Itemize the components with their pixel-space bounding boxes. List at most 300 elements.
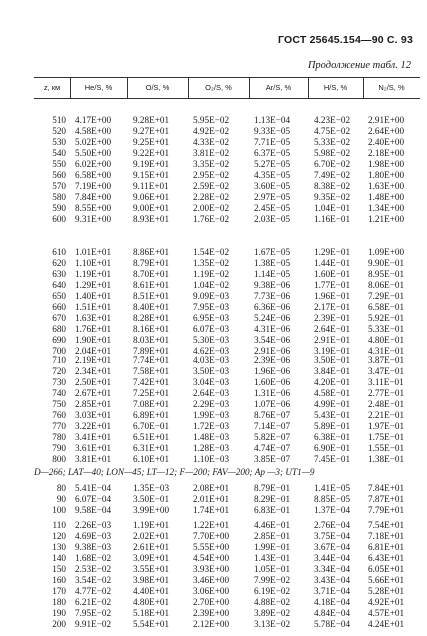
n2-cell: 9.90E−01 <box>368 258 405 268</box>
altitude-cell: 90 <box>56 494 66 504</box>
table-row <box>0 443 427 454</box>
table-row <box>0 148 427 159</box>
he-cell: 1.68E−02 <box>75 553 112 563</box>
he-cell: 1.51E+01 <box>75 302 112 312</box>
he-cell: 3.41E+01 <box>75 432 112 442</box>
he-cell: 4.77E−02 <box>75 586 112 596</box>
o2-cell: 7.95E−03 <box>193 302 230 312</box>
altitude-cell: 790 <box>52 443 66 453</box>
h-cell: 2.91E−01 <box>314 335 351 345</box>
h-cell: 2.64E−01 <box>314 324 351 334</box>
o2-cell: 6.07E−03 <box>193 324 230 334</box>
n2-cell: 2.91E+00 <box>368 115 405 125</box>
o2-cell: 2.39E+00 <box>193 608 230 618</box>
he-cell: 6.58E+00 <box>75 170 112 180</box>
he-cell: 1.29E+01 <box>75 280 112 290</box>
h-cell: 1.16E−01 <box>314 214 351 224</box>
n2-cell: 4.24E+01 <box>368 619 405 629</box>
he-cell: 1.63E+01 <box>75 313 112 323</box>
he-cell: 2.67E+01 <box>75 388 112 398</box>
h-cell: 4.58E−01 <box>314 388 351 398</box>
n2-cell: 3.47E−01 <box>368 366 405 376</box>
n2-cell: 7.29E−01 <box>368 291 405 301</box>
altitude-cell: 630 <box>52 269 66 279</box>
ar-cell: 1.38E−05 <box>254 258 291 268</box>
he-cell: 2.50E+01 <box>75 377 112 387</box>
ar-cell: 9.33E−05 <box>254 126 291 136</box>
o2-cell: 3.81E−02 <box>193 148 230 158</box>
o-cell: 8.40E+01 <box>133 302 170 312</box>
table-row <box>0 377 427 388</box>
o-cell: 9.00E+01 <box>133 203 170 213</box>
altitude-cell: 150 <box>52 564 66 574</box>
o2-cell: 5.30E−03 <box>193 335 230 345</box>
o2-cell: 4.92E−02 <box>193 126 230 136</box>
table-row <box>0 399 427 410</box>
o2-cell: 2.28E−02 <box>193 192 230 202</box>
ar-cell: 9.38E−06 <box>254 280 291 290</box>
o2-cell: 2.12E+00 <box>193 619 230 629</box>
n2-cell: 4.57E+01 <box>368 608 405 618</box>
ar-cell: 4.35E−05 <box>254 170 291 180</box>
ar-cell: 7.99E−02 <box>254 575 291 585</box>
o-cell: 7.08E+01 <box>133 399 170 409</box>
table-row <box>0 313 427 324</box>
ar-cell: 2.91E−06 <box>254 346 291 356</box>
he-cell: 1.76E+01 <box>75 324 112 334</box>
he-cell: 3.81E+01 <box>75 454 112 464</box>
h-cell: 3.34E−04 <box>314 564 351 574</box>
table-row <box>0 137 427 148</box>
h-cell: 7.49E−02 <box>314 170 351 180</box>
ar-cell: 3.13E−02 <box>254 619 291 629</box>
ar-cell: 3.85E−07 <box>254 454 291 464</box>
n2-cell: 6.58E−01 <box>368 302 405 312</box>
o2-cell: 1.48E−03 <box>193 432 230 442</box>
o-cell: 9.11E+01 <box>133 181 169 191</box>
n2-cell: 2.40E+00 <box>368 137 405 147</box>
h-cell: 5.43E−01 <box>314 410 351 420</box>
ar-cell: 3.60E−05 <box>254 181 291 191</box>
h-cell: 4.23E−02 <box>314 115 351 125</box>
table-row <box>0 531 427 542</box>
h-cell: 3.67E−04 <box>314 542 351 552</box>
altitude-cell: 110 <box>52 520 66 530</box>
ar-cell: 7.73E−06 <box>254 291 291 301</box>
ar-cell: 5.82E−07 <box>254 432 291 442</box>
table-row <box>0 608 427 619</box>
he-cell: 6.21E−02 <box>75 597 112 607</box>
n2-cell: 4.92E+01 <box>368 597 405 607</box>
h-cell: 8.38E−02 <box>314 181 351 191</box>
o-cell: 4.80E+01 <box>133 597 170 607</box>
altitude-cell: 800 <box>52 454 66 464</box>
n2-cell: 1.34E+00 <box>368 203 405 213</box>
table-row <box>0 126 427 137</box>
o-cell: 2.61E+01 <box>133 542 170 552</box>
ar-cell: 2.03E−05 <box>254 214 291 224</box>
altitude-cell: 130 <box>52 542 66 552</box>
o2-cell: 1.35E−02 <box>193 258 230 268</box>
altitude-cell: 560 <box>52 170 66 180</box>
he-cell: 9.38E−03 <box>75 542 112 552</box>
table-row <box>0 181 427 192</box>
h-cell: 6.90E−01 <box>314 443 351 453</box>
o-cell: 6.89E+01 <box>133 410 170 420</box>
n2-cell: 2.18E+00 <box>368 148 405 158</box>
o-cell: 5.18E+01 <box>133 608 170 618</box>
table-row <box>0 520 427 531</box>
altitude-cell: 100 <box>52 505 66 515</box>
n2-cell: 1.09E+00 <box>368 247 405 257</box>
h-cell: 4.84E−04 <box>314 608 351 618</box>
table-row <box>0 269 427 280</box>
table-row <box>0 247 427 258</box>
he-cell: 7.95E−02 <box>75 608 112 618</box>
altitude-cell: 510 <box>52 115 66 125</box>
altitude-cell: 710 <box>52 355 66 365</box>
ar-cell: 8.79E−01 <box>254 483 291 493</box>
ar-cell: 1.05E−01 <box>254 564 291 574</box>
he-cell: 1.19E+01 <box>75 269 112 279</box>
h-cell: 7.45E−01 <box>314 454 351 464</box>
n2-cell: 7.84E+01 <box>368 483 405 493</box>
column-header-h: H/S, % <box>323 83 348 92</box>
altitude-cell: 170 <box>52 586 66 596</box>
table-row <box>0 170 427 181</box>
altitude-cell: 80 <box>56 483 66 493</box>
o2-cell: 1.22E+01 <box>193 520 230 530</box>
o-cell: 9.15E+01 <box>133 170 170 180</box>
o2-cell: 3.06E+00 <box>193 586 230 596</box>
altitude-cell: 770 <box>52 421 66 431</box>
table-continuation-caption: Продолжение табл. 12 <box>307 60 411 71</box>
ar-cell: 3.54E−06 <box>254 335 291 345</box>
n2-cell: 1.63E+00 <box>368 181 405 191</box>
n2-cell: 3.87E−01 <box>368 355 405 365</box>
h-cell: 8.85E−05 <box>314 494 351 504</box>
table-row <box>0 454 427 465</box>
o-cell: 3.99E+00 <box>133 505 170 515</box>
altitude-cell: 610 <box>52 247 66 257</box>
altitude-cell: 780 <box>52 432 66 442</box>
column-header-z: z, км <box>43 83 61 92</box>
o-cell: 1.35E−03 <box>133 483 170 493</box>
o2-cell: 2.29E−03 <box>193 399 230 409</box>
o-cell: 9.19E+01 <box>133 159 170 169</box>
ar-cell: 1.14E−05 <box>254 269 291 279</box>
table-row <box>0 619 427 630</box>
he-cell: 5.02E+00 <box>75 137 112 147</box>
h-cell: 1.44E−01 <box>314 258 351 268</box>
n2-cell: 7.18E+01 <box>368 531 405 541</box>
o2-cell: 6.95E−03 <box>193 313 230 323</box>
h-cell: 4.18E−04 <box>314 597 351 607</box>
o-cell: 8.28E+01 <box>133 313 170 323</box>
table-row <box>0 192 427 203</box>
table-row <box>0 388 427 399</box>
he-cell: 6.02E+00 <box>75 159 112 169</box>
ar-cell: 6.37E−05 <box>254 148 291 158</box>
h-cell: 3.43E−04 <box>314 575 351 585</box>
n2-cell: 1.97E−01 <box>368 421 405 431</box>
he-cell: 8.55E+00 <box>75 203 112 213</box>
h-cell: 5.78E−04 <box>314 619 351 629</box>
he-cell: 4.17E+00 <box>75 115 112 125</box>
o-cell: 6.10E+01 <box>133 454 170 464</box>
table-row <box>0 542 427 553</box>
o-cell: 7.74E+01 <box>133 355 170 365</box>
ar-cell: 2.85E−01 <box>254 531 291 541</box>
o2-cell: 1.99E−03 <box>193 410 230 420</box>
he-cell: 2.26E−03 <box>75 520 112 530</box>
he-cell: 7.84E+00 <box>75 192 112 202</box>
o2-cell: 2.64E−03 <box>193 388 230 398</box>
he-cell: 9.31E+00 <box>75 214 112 224</box>
he-cell: 3.61E+01 <box>75 443 112 453</box>
o-cell: 7.42E+01 <box>133 377 170 387</box>
o-cell: 2.02E+01 <box>133 531 170 541</box>
altitude-cell: 670 <box>52 313 66 323</box>
n2-cell: 1.75E−01 <box>368 432 405 442</box>
table-row <box>0 258 427 269</box>
ar-cell: 4.74E−07 <box>254 443 291 453</box>
o2-cell: 1.04E−02 <box>193 280 230 290</box>
o2-cell: 1.76E−02 <box>193 214 230 224</box>
h-cell: 2.76E−04 <box>314 520 351 530</box>
altitude-cell: 550 <box>52 159 66 169</box>
he-cell: 2.85E+01 <box>75 399 112 409</box>
he-cell: 5.41E−04 <box>75 483 112 493</box>
altitude-cell: 750 <box>52 399 66 409</box>
o2-cell: 7.70E+00 <box>193 531 230 541</box>
n2-cell: 6.81E+01 <box>368 542 405 552</box>
o-cell: 7.89E+01 <box>133 346 170 356</box>
o2-cell: 3.46E+00 <box>193 575 230 585</box>
n2-cell: 3.11E−01 <box>368 377 404 387</box>
n2-cell: 6.43E+01 <box>368 553 405 563</box>
o-cell: 9.06E+01 <box>133 192 170 202</box>
o2-cell: 4.62E−03 <box>193 346 230 356</box>
o2-cell: 3.35E−02 <box>193 159 230 169</box>
h-cell: 6.70E−02 <box>314 159 351 169</box>
n2-cell: 4.31E−01 <box>368 346 405 356</box>
o2-cell: 2.01E+01 <box>193 494 230 504</box>
ar-cell: 6.36E−06 <box>254 302 291 312</box>
table-row <box>0 597 427 608</box>
o-cell: 6.31E+01 <box>133 443 170 453</box>
altitude-cell: 520 <box>52 126 66 136</box>
standard-header: ГОСТ 25645.154—90 С. 93 <box>277 34 413 46</box>
he-cell: 1.40E+01 <box>75 291 112 301</box>
o-cell: 8.61E+01 <box>133 280 170 290</box>
column-header-o2: O₂/S, % <box>205 83 232 92</box>
o-cell: 3.50E−01 <box>133 494 170 504</box>
o-cell: 5.54E+01 <box>133 619 170 629</box>
he-cell: 1.01E+01 <box>75 247 112 257</box>
h-cell: 3.71E−04 <box>314 586 351 596</box>
o-cell: 8.93E+01 <box>133 214 170 224</box>
n2-cell: 1.98E+00 <box>368 159 405 169</box>
altitude-cell: 120 <box>52 531 66 541</box>
conditions-note: D—266; LAT—40; LON—45; LT—12; F—200; FAV—200; Ap —3; UT1—9 <box>34 467 315 477</box>
o2-cell: 5.95E−02 <box>193 115 230 125</box>
altitude-cell: 580 <box>52 192 66 202</box>
altitude-cell: 640 <box>52 280 66 290</box>
table-row <box>0 291 427 302</box>
table-row <box>0 494 427 505</box>
o-cell: 1.19E+01 <box>133 520 170 530</box>
ar-cell: 1.31E−06 <box>254 388 291 398</box>
column-header-n2: N₂/S, % <box>378 83 405 92</box>
altitude-cell: 540 <box>52 148 66 158</box>
table-row <box>0 410 427 421</box>
o-cell: 8.79E+01 <box>133 258 170 268</box>
he-cell: 2.19E+01 <box>75 355 112 365</box>
o2-cell: 4.03E−03 <box>193 355 230 365</box>
altitude-cell: 730 <box>52 377 66 387</box>
h-cell: 1.41E−05 <box>314 483 351 493</box>
o-cell: 9.22E+01 <box>133 148 170 158</box>
ar-cell: 4.88E−02 <box>254 597 291 607</box>
ar-cell: 6.19E−02 <box>254 586 291 596</box>
altitude-cell: 190 <box>52 608 66 618</box>
o2-cell: 1.72E−03 <box>193 421 230 431</box>
o2-cell: 2.00E−02 <box>193 203 230 213</box>
o-cell: 3.98E+01 <box>133 575 170 585</box>
h-cell: 1.96E−01 <box>314 291 351 301</box>
he-cell: 9.58E−04 <box>75 505 112 515</box>
o2-cell: 4.33E−02 <box>193 137 230 147</box>
he-cell: 3.22E+01 <box>75 421 112 431</box>
n2-cell: 5.28E+01 <box>368 586 405 596</box>
he-cell: 1.10E+01 <box>75 258 112 268</box>
o-cell: 6.70E−01 <box>133 421 170 431</box>
altitude-cell: 620 <box>52 258 66 268</box>
h-cell: 1.60E−01 <box>314 269 351 279</box>
table-row <box>0 483 427 494</box>
he-cell: 9.91E−02 <box>75 619 112 629</box>
table-row <box>0 324 427 335</box>
h-cell: 1.29E−01 <box>314 247 351 257</box>
n2-cell: 1.80E+00 <box>368 170 405 180</box>
ar-cell: 7.14E−07 <box>254 421 291 431</box>
h-cell: 1.77E−01 <box>314 280 351 290</box>
h-cell: 2.39E−01 <box>314 313 351 323</box>
n2-cell: 6.05E+01 <box>368 564 405 574</box>
n2-cell: 5.33E−01 <box>368 324 405 334</box>
o2-cell: 2.95E−02 <box>193 170 230 180</box>
altitude-cell: 680 <box>52 324 66 334</box>
ar-cell: 2.97E−05 <box>254 192 291 202</box>
ar-cell: 3.89E−02 <box>254 608 291 618</box>
o2-cell: 3.93E+00 <box>193 564 230 574</box>
h-cell: 4.75E−02 <box>314 126 351 136</box>
h-cell: 5.98E−02 <box>314 148 351 158</box>
altitude-cell: 180 <box>52 597 66 607</box>
n2-cell: 7.87E+01 <box>368 494 405 504</box>
altitude-cell: 160 <box>52 575 66 585</box>
table-row <box>0 432 427 443</box>
n2-cell: 7.79E+01 <box>368 505 405 515</box>
o-cell: 4.40E+01 <box>133 586 170 596</box>
n2-cell: 7.54E+01 <box>368 520 405 530</box>
table-row <box>0 505 427 516</box>
table-row <box>0 302 427 313</box>
he-cell: 6.07E−04 <box>75 494 112 504</box>
ar-cell: 5.24E−06 <box>254 313 291 323</box>
altitude-cell: 590 <box>52 203 66 213</box>
n2-cell: 1.21E+00 <box>368 214 405 224</box>
n2-cell: 2.48E−01 <box>368 399 405 409</box>
table-row <box>0 366 427 377</box>
ar-cell: 1.67E−05 <box>254 247 291 257</box>
n2-cell: 1.48E+00 <box>368 192 405 202</box>
table-row <box>0 214 427 225</box>
h-cell: 3.50E−01 <box>314 355 351 365</box>
h-cell: 3.75E−04 <box>314 531 351 541</box>
o-cell: 8.86E+01 <box>133 247 170 257</box>
altitude-cell: 740 <box>52 388 66 398</box>
o2-cell: 1.10E−03 <box>193 454 230 464</box>
altitude-cell: 700 <box>52 346 66 356</box>
ar-cell: 2.39E−06 <box>254 355 291 365</box>
o2-cell: 2.70E+00 <box>193 597 230 607</box>
n2-cell: 1.55E−01 <box>368 443 405 453</box>
ar-cell: 1.13E−04 <box>254 115 291 125</box>
altitude-cell: 660 <box>52 302 66 312</box>
n2-cell: 2.21E−01 <box>368 410 405 420</box>
altitude-cell: 720 <box>52 366 66 376</box>
table-row <box>0 115 427 126</box>
ar-cell: 7.71E−05 <box>254 137 291 147</box>
ar-cell: 5.27E−05 <box>254 159 291 169</box>
n2-cell: 2.77E−01 <box>368 388 405 398</box>
table-row <box>0 553 427 564</box>
altitude-cell: 650 <box>52 291 66 301</box>
table-row <box>0 355 427 366</box>
altitude-cell: 690 <box>52 335 66 345</box>
o2-cell: 1.28E−03 <box>193 443 230 453</box>
ar-cell: 6.83E−01 <box>254 505 291 515</box>
he-cell: 7.19E+00 <box>75 181 112 191</box>
o2-cell: 3.50E−03 <box>193 366 230 376</box>
o-cell: 3.09E+01 <box>133 553 170 563</box>
h-cell: 3.19E−01 <box>314 346 351 356</box>
o-cell: 6.51E+01 <box>133 432 170 442</box>
ar-cell: 2.45E−05 <box>254 203 291 213</box>
column-header-o: O/S, % <box>145 83 170 92</box>
n2-cell: 5.66E+01 <box>368 575 405 585</box>
h-cell: 2.17E−01 <box>314 302 351 312</box>
altitude-cell: 600 <box>52 214 66 224</box>
o2-cell: 2.59E−02 <box>193 181 230 191</box>
o-cell: 7.58E+01 <box>133 366 170 376</box>
ar-cell: 8.29E−01 <box>254 494 291 504</box>
n2-cell: 8.95E−01 <box>368 269 405 279</box>
he-cell: 2.04E+01 <box>75 346 112 356</box>
o-cell: 8.16E+01 <box>133 324 170 334</box>
o2-cell: 1.19E−02 <box>193 269 230 279</box>
h-cell: 4.99E−01 <box>314 399 351 409</box>
ar-cell: 8.76E−07 <box>254 410 291 420</box>
n2-cell: 5.92E−01 <box>368 313 405 323</box>
he-cell: 2.34E+01 <box>75 366 112 376</box>
table-row <box>0 159 427 170</box>
ar-cell: 4.31E−06 <box>254 324 291 334</box>
n2-cell: 1.38E−01 <box>368 454 405 464</box>
altitude-cell: 530 <box>52 137 66 147</box>
